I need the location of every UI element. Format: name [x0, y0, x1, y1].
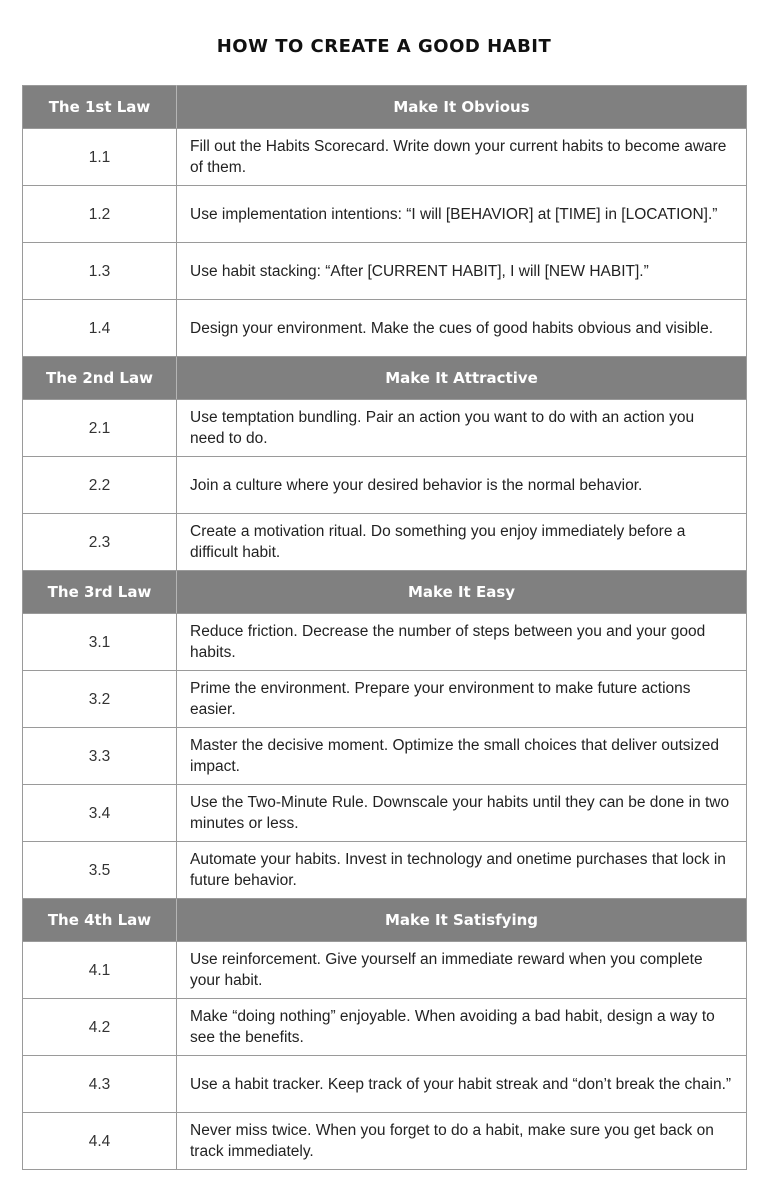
- law-principle: Make It Satisfying: [177, 899, 747, 942]
- item-number: 3.3: [23, 728, 177, 785]
- item-description: Master the decisive moment. Optimize the small choices that deliver outsized impact.: [177, 728, 747, 785]
- item-number: 4.1: [23, 942, 177, 999]
- item-number: 1.3: [23, 243, 177, 300]
- law-principle: Make It Attractive: [177, 357, 747, 400]
- table-row: [23, 842, 747, 899]
- habit-table-body: [23, 86, 747, 1170]
- table-row: [23, 999, 747, 1056]
- item-number: 2.2: [23, 457, 177, 514]
- item-number: 2.1: [23, 400, 177, 457]
- item-number: 1.2: [23, 186, 177, 243]
- item-number: 4.3: [23, 1056, 177, 1113]
- item-description: Fill out the Habits Scorecard. Write down your current habits to become aware of them.: [177, 129, 747, 186]
- item-description: Automate your habits. Invest in technology and onetime purchases that lock in future behavior.: [177, 842, 747, 899]
- item-number: 3.1: [23, 614, 177, 671]
- habit-table: [22, 85, 747, 1170]
- item-description: Design your environment. Make the cues of good habits obvious and visible.: [177, 300, 747, 357]
- law-header-row: [23, 899, 747, 942]
- table-row: [23, 614, 747, 671]
- item-description: Reduce friction. Decrease the number of steps between you and your good habits.: [177, 614, 747, 671]
- item-description: Use temptation bundling. Pair an action you want to do with an action you need to do.: [177, 400, 747, 457]
- item-description: Use the Two-Minute Rule. Downscale your habits until they can be done in two minutes or less.: [177, 785, 747, 842]
- table-row: [23, 243, 747, 300]
- item-number: 4.2: [23, 999, 177, 1056]
- item-description: Prime the environment. Prepare your environment to make future actions easier.: [177, 671, 747, 728]
- item-description: Make “doing nothing” enjoyable. When avoiding a bad habit, design a way to see the benefits.: [177, 999, 747, 1056]
- table-row: [23, 785, 747, 842]
- item-number: 3.4: [23, 785, 177, 842]
- table-row: [23, 457, 747, 514]
- item-description: Use habit stacking: “After [CURRENT HABIT], I will [NEW HABIT].”: [177, 243, 747, 300]
- law-header-row: [23, 86, 747, 129]
- law-principle: Make It Easy: [177, 571, 747, 614]
- item-description: Create a motivation ritual. Do something you enjoy immediately before a difficult habit.: [177, 514, 747, 571]
- item-number: 3.5: [23, 842, 177, 899]
- table-row: [23, 186, 747, 243]
- table-row: [23, 1113, 747, 1170]
- table-row: [23, 671, 747, 728]
- item-description: Use a habit tracker. Keep track of your habit streak and “don’t break the chain.”: [177, 1056, 747, 1113]
- table-row: [23, 300, 747, 357]
- law-name: The 2nd Law: [23, 357, 177, 400]
- item-number: 3.2: [23, 671, 177, 728]
- table-row: [23, 129, 747, 186]
- page-title: HOW TO CREATE A GOOD HABIT: [216, 36, 552, 57]
- item-description: Never miss twice. When you forget to do a habit, make sure you get back on track immediately.: [177, 1113, 747, 1170]
- item-number: 4.4: [23, 1113, 177, 1170]
- item-number: 2.3: [23, 514, 177, 571]
- item-description: Join a culture where your desired behavior is the normal behavior.: [177, 457, 747, 514]
- law-principle: Make It Obvious: [177, 86, 747, 129]
- item-number: 1.1: [23, 129, 177, 186]
- table-row: [23, 514, 747, 571]
- law-name: The 1st Law: [23, 86, 177, 129]
- table-row: [23, 942, 747, 999]
- item-number: 1.4: [23, 300, 177, 357]
- table-row: [23, 400, 747, 457]
- law-name: The 4th Law: [23, 899, 177, 942]
- table-row: [23, 728, 747, 785]
- law-header-row: [23, 571, 747, 614]
- item-description: Use implementation intentions: “I will [BEHAVIOR] at [TIME] in [LOCATION].”: [177, 186, 747, 243]
- table-row: [23, 1056, 747, 1113]
- law-header-row: [23, 357, 747, 400]
- item-description: Use reinforcement. Give yourself an immediate reward when you complete your habit.: [177, 942, 747, 999]
- law-name: The 3rd Law: [23, 571, 177, 614]
